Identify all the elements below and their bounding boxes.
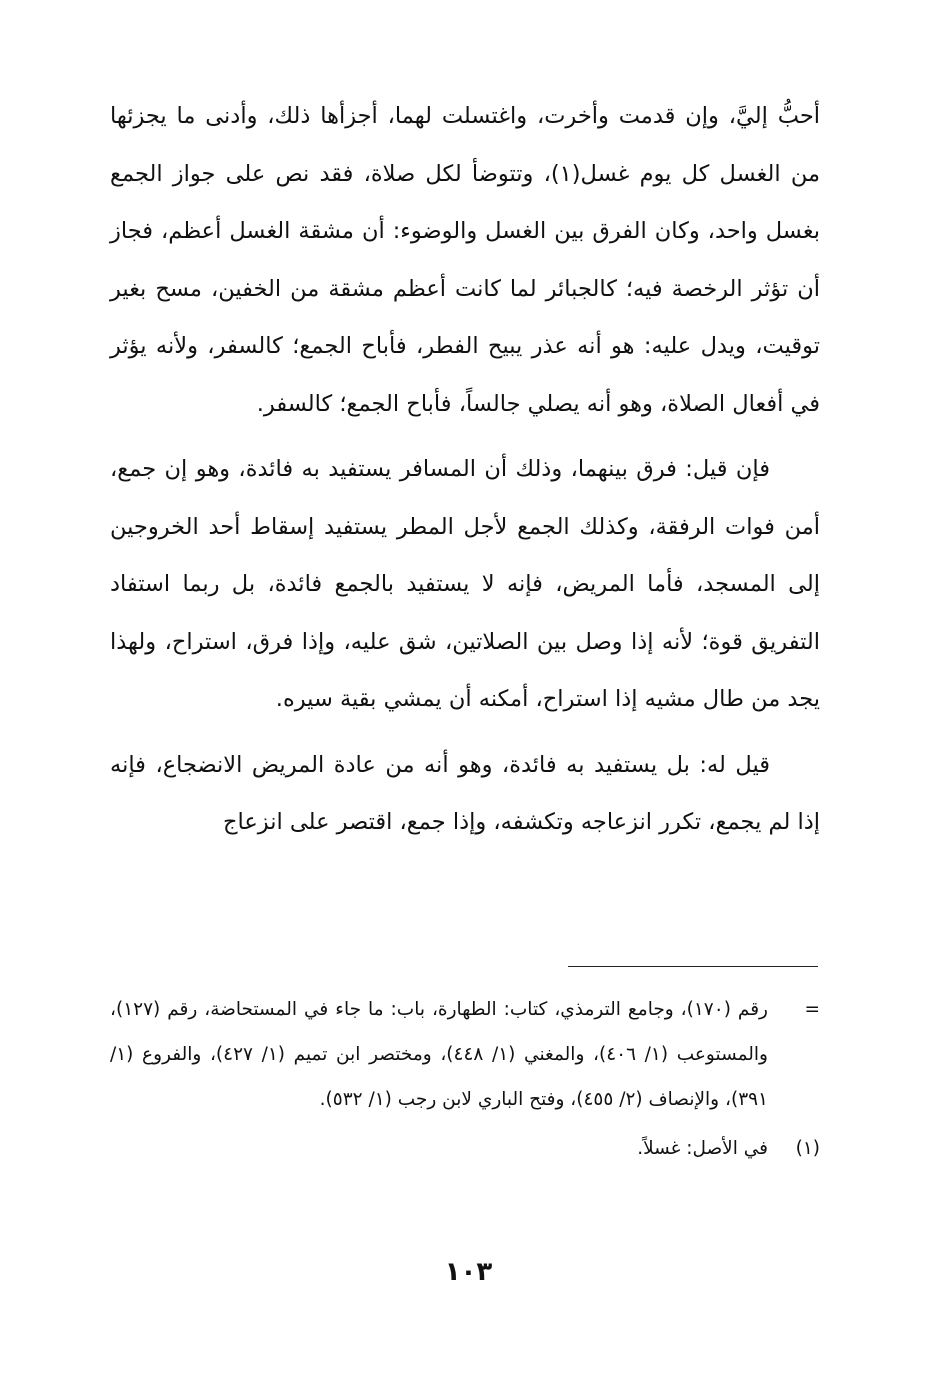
page-number: ١٠٣ [444, 1257, 493, 1287]
footnote-separator [568, 966, 818, 967]
paragraph: أحبُّ إليَّ، وإن قدمت وأخرت، واغتسلت لهما، أجزأها ذلك، وأدنى ما يجزئها من الغسل كل يوم غسل(١)، وتتوضأ لكل صلاة، فقد نص على جواز الجمع بغسل واحد، وكان الفرق بين الغسل والوضوء: أن مشقة الغسل أعظم، فجاز أن تؤثر الرخصة فيه؛ كالجبائر لما كانت أعظم مشقة من الخفين، مسح بغير توقيت، ويدل عليه: هو أنه عذر يبيح الفطر، فأباح الجمع؛ كالسفر، ولأنه يؤثر في أفعال الصلاة، وهو أنه يصلي جالساً، فأباح الجمع؛ كالسفر. [110, 103, 820, 417]
footnotes [110, 987, 820, 1171]
footnote-1 [110, 1126, 820, 1171]
paragraph: قيل له: بل يستفيد به فائدة، وهو أنه من عادة المريض الانضجاع، فإنه إذا لم يجمع، تكرر انزعاجه وتكشفه، وإذا جمع، اقتصر على انزعاج [110, 751, 820, 835]
footnote-continuation [110, 987, 820, 1122]
footnote-number: (١) [795, 1138, 820, 1159]
footnote-continuation-mark: = [804, 999, 820, 1020]
footnote-text: رقم (١٧٠)، وجامع الترمذي، كتاب: الطهارة، باب: ما جاء في المستحاضة، رقم (١٢٧)، والمستوعب (١/ ٤٠٦)، والمغني (١/ ٤٤٨)، ومختصر ابن تميم (١/ ٤٢٧)، والفروع (١/ ٣٩١)، والإنصاف (٢/ ٤٥٥)، وفتح الباري لابن رجب (١/ ٥٣٢). [110, 999, 768, 1110]
footnote-text: في الأصل: غسلاً. [637, 1138, 768, 1159]
main-text [110, 88, 820, 860]
paragraph: فإن قيل: فرق بينهما، وذلك أن المسافر يستفيد به فائدة، وهو إن جمع، أمن فوات الرفقة، وكذلك الجمع لأجل المطر يستفيد إسقاط أحد الخروجين إلى المسجد، فأما المريض، فإنه لا يستفيد بالجمع فائدة، بل ربما استفاد التفريق قوة؛ لأنه إذا وصل بين الصلاتين، شق عليه، وإذا فرق، استراح، ولهذا يجد من طال مشيه إذا استراح، أمكنه أن يمشي بقية سيره. [110, 456, 820, 712]
